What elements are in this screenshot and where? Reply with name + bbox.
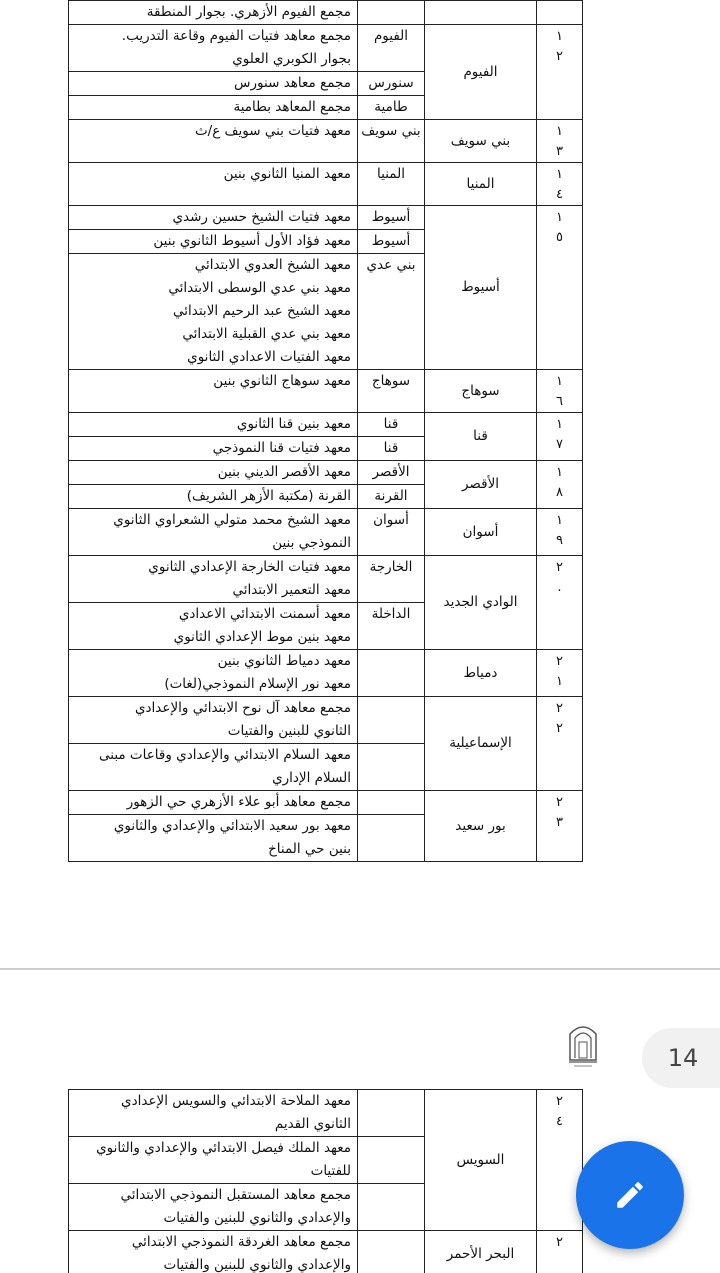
table-row (69, 1090, 583, 1137)
institute-name: والإعدادي والثانوي للبنين والفتيات (163, 1210, 351, 1226)
institute-cell (69, 650, 358, 697)
institute-name: مجمع الفيوم الأزهري. بجوار المنطقة (146, 4, 351, 20)
institute-cell (69, 1184, 358, 1231)
institute-name: معهد فتيات الشيخ حسين رشدي (172, 209, 351, 225)
institute-name: معهد بنين موط الإعدادي الثانوي (173, 629, 351, 645)
city-cell: قنا (358, 413, 425, 437)
city-cell: الأقصر (358, 461, 425, 485)
governorate-cell: الوادي الجديد (425, 556, 537, 650)
institute-cell (69, 120, 358, 163)
city-cell: سنورس (358, 72, 425, 96)
institute-name: معهد فتيات بني سويف ع/ث (194, 123, 351, 139)
table-row (69, 120, 583, 163)
institute-cell (69, 744, 358, 791)
table-row (69, 413, 583, 437)
row-number (537, 509, 583, 556)
row-number (537, 1231, 583, 1273)
row-number-digit: ٣ (556, 815, 563, 830)
row-number-digit: ١ (556, 124, 563, 139)
governorate-cell: البحر الأحمر (425, 1231, 537, 1273)
row-number (537, 556, 583, 650)
governorate-cell: المنيا (425, 163, 537, 206)
row-number (537, 697, 583, 791)
row-number (537, 1090, 583, 1231)
institute-cell (69, 461, 358, 485)
row-number-digit: ١ (556, 513, 563, 528)
row-number-digit: ٤ (556, 187, 563, 202)
table-row (69, 163, 583, 206)
table-row (69, 1231, 583, 1273)
city-cell: القرنة (358, 485, 425, 509)
institute-name: معهد التعمير الابتدائي (232, 582, 351, 598)
institute-name: معهد المنيا الثانوي بنين (223, 166, 351, 182)
governorate-cell: الأقصر (425, 461, 537, 509)
city-cell: بني عدي (358, 254, 425, 370)
institute-name: مجمع معاهد فتيات الفيوم وقاعة التدريب. (121, 28, 351, 44)
institute-cell (69, 206, 358, 230)
row-number-digit: ٢ (556, 1235, 563, 1250)
governorate-cell: أسيوط (425, 206, 537, 370)
row-number (537, 163, 583, 206)
institute-cell (69, 1231, 358, 1273)
row-number (537, 370, 583, 413)
city-cell (358, 1231, 425, 1273)
table-row (69, 697, 583, 744)
row-number (537, 120, 583, 163)
institute-cell (69, 791, 358, 815)
institute-name: معهد فتيات الخارجة الإعدادي الثانوي (148, 559, 351, 575)
governorate-cell: بور سعيد (425, 791, 537, 862)
document-page-top (68, 0, 583, 858)
city-cell: الفيوم (358, 25, 425, 72)
city-cell (358, 791, 425, 815)
governorate-cell: قنا (425, 413, 537, 461)
row-number-digit: ٦ (556, 394, 563, 409)
row-number-digit: ١ (556, 210, 563, 225)
city-cell: قنا (358, 437, 425, 461)
table-row (69, 206, 583, 230)
row-number-digit: ٢ (556, 1094, 563, 1109)
institute-cell (69, 370, 358, 413)
table-row (69, 25, 583, 72)
institute-name: مجمع معاهد الغردقة النموذجي الابتدائي (131, 1234, 351, 1250)
row-number (537, 791, 583, 862)
institute-name: مجمع معاهد أبو علاء الأزهري حي الزهور (126, 794, 351, 810)
document-page-bottom (68, 1089, 583, 1273)
institute-name: معهد الشيخ محمد متولي الشعراوي الثانوي (113, 512, 351, 528)
row-number-digit: ٧ (556, 437, 563, 452)
governorate-cell: دمياط (425, 650, 537, 697)
city-cell (358, 1090, 425, 1137)
institute-cell (69, 556, 358, 603)
city-cell: أسيوط (358, 206, 425, 230)
table-row (69, 556, 583, 603)
institute-name: معهد الملك فيصل الابتدائي والإعدادي والثانوي (96, 1140, 351, 1156)
institute-name: معهد الملاحة الابتدائي والسويس الإعدادي (121, 1093, 351, 1109)
institute-name: مجمع معاهد آل نوح الابتدائي والإعدادي (134, 700, 351, 716)
institute-name: مجمع معاهد المستقبل النموذجي الابتدائي (120, 1187, 351, 1203)
governorate-cell: السويس (425, 1090, 537, 1231)
table-row (69, 650, 583, 697)
institutes-table-top (68, 0, 583, 862)
row-number (537, 206, 583, 370)
institute-cell (69, 485, 358, 509)
azhar-logo (566, 1020, 600, 1068)
row-number-digit: ٥ (556, 230, 563, 245)
institute-cell (69, 1090, 358, 1137)
institute-name: معهد فتيات قنا النموذجي (212, 440, 351, 456)
city-cell (358, 744, 425, 791)
institute-name: معهد أسمنت الابتدائي الاعدادي (178, 606, 351, 622)
row-number (537, 650, 583, 697)
institutes-table-bottom (68, 1089, 583, 1273)
row-number-digit: . (557, 580, 562, 595)
city-cell: أسيوط (358, 230, 425, 254)
governorate-cell: بني سويف (425, 120, 537, 163)
institute-cell (69, 603, 358, 650)
institute-cell (69, 230, 358, 254)
row-number (537, 461, 583, 509)
institute-name: السلام الإداري (272, 770, 351, 786)
institute-name: مجمع المعاهد بطامية (233, 99, 351, 115)
row-number-digit: ١ (556, 465, 563, 480)
institute-cell (69, 163, 358, 206)
institute-name: الثانوي القديم (274, 1116, 351, 1132)
institute-name: معهد بور سعيد الابتدائي والإعدادي والثانوي (113, 818, 351, 834)
row-number-digit: ١ (556, 29, 563, 44)
institute-cell (69, 72, 358, 96)
city-cell: بني سويف (358, 120, 425, 163)
page-number-badge (642, 1028, 720, 1088)
institute-cell (69, 437, 358, 461)
institute-cell (69, 254, 358, 370)
institute-name: معهد السلام الابتدائي والإعدادي وقاعات مبنى (99, 747, 351, 763)
institute-name: بنين حي المناخ (268, 841, 351, 857)
institute-cell (69, 1, 358, 25)
institute-name: معهد فؤاد الأول أسيوط الثانوي بنين (153, 233, 351, 249)
row-number (537, 1, 583, 25)
institute-name: والإعدادي والثانوي للبنين والفتيات (163, 1257, 351, 1273)
institute-name: معهد الفتيات الاعدادي الثانوي (187, 349, 351, 365)
institute-name: معهد بني عدي الوسطى الابتدائي (168, 280, 351, 296)
institute-name: معهد بنين قنا الثانوي (236, 416, 351, 432)
row-number-digit: ٨ (556, 485, 563, 500)
row-number-digit: ٢ (556, 560, 563, 575)
table-row (69, 461, 583, 485)
row-number-digit: ١ (556, 674, 563, 689)
governorate-cell: الفيوم (425, 25, 537, 120)
pencil-icon (613, 1178, 647, 1212)
institute-name: بجوار الكوبري العلوي (232, 51, 351, 67)
page-separator (0, 968, 720, 970)
governorate-cell: أسوان (425, 509, 537, 556)
institute-cell (69, 509, 358, 556)
institute-name: معهد سوهاج الثانوي بنين (213, 373, 351, 389)
institute-name: معهد بني عدي القبلية الابتدائي (182, 326, 351, 342)
city-cell (358, 650, 425, 697)
institute-name: النموذجي بنين (272, 535, 351, 551)
institute-cell (69, 1137, 358, 1184)
city-cell: أسوان (358, 509, 425, 556)
city-cell (358, 815, 425, 862)
institute-cell (69, 96, 358, 120)
city-cell (358, 697, 425, 744)
page-number: 14 (667, 1044, 699, 1072)
edit-fab-button[interactable] (576, 1141, 684, 1249)
city-cell: الداخلة (358, 603, 425, 650)
city-cell: سوهاج (358, 370, 425, 413)
institute-name: للفتيات (310, 1163, 351, 1179)
institute-cell (69, 413, 358, 437)
institute-cell (69, 25, 358, 72)
city-cell (358, 1184, 425, 1231)
table-row (69, 1, 583, 25)
row-number-digit: ١ (556, 374, 563, 389)
city-cell (358, 1, 425, 25)
institute-name: مجمع معاهد سنورس (234, 75, 351, 91)
institute-name: معهد نور الإسلام النموذجي(لغات) (164, 676, 351, 692)
governorate-cell: سوهاج (425, 370, 537, 413)
institute-name: معهد دمياط الثانوي بنين (217, 653, 351, 669)
table-row (69, 370, 583, 413)
governorate-cell (425, 1, 537, 25)
institute-cell (69, 697, 358, 744)
city-cell: المنيا (358, 163, 425, 206)
institute-name: معهد الأقصر الديني بنين (217, 464, 351, 480)
governorate-cell: الإسماعيلية (425, 697, 537, 791)
row-number-digit: ٢ (556, 721, 563, 736)
institute-name: معهد الشيخ العدوي الابتدائي (194, 257, 351, 273)
row-number-digit: ٢ (556, 49, 563, 64)
institute-name: الثانوي للبنين والفتيات (227, 723, 351, 739)
row-number-digit: ٢ (556, 795, 563, 810)
institute-name: معهد الشيخ عبد الرحيم الابتدائي (173, 303, 351, 319)
city-cell: طامية (358, 96, 425, 120)
institute-cell (69, 815, 358, 862)
row-number-digit: ٤ (556, 1114, 563, 1129)
row-number-digit: ٢ (556, 654, 563, 669)
row-number-digit: ٩ (556, 533, 563, 548)
institute-name: القرنة (مكتبة الأزهر الشريف) (186, 488, 351, 504)
row-number (537, 25, 583, 120)
row-number (537, 413, 583, 461)
row-number-digit: ١ (556, 167, 563, 182)
city-cell (358, 1137, 425, 1184)
row-number-digit: ١ (556, 417, 563, 432)
row-number-digit: ٢ (556, 701, 563, 716)
city-cell: الخارجة (358, 556, 425, 603)
table-row (69, 791, 583, 815)
table-row (69, 509, 583, 556)
row-number-digit: ٣ (556, 144, 563, 159)
